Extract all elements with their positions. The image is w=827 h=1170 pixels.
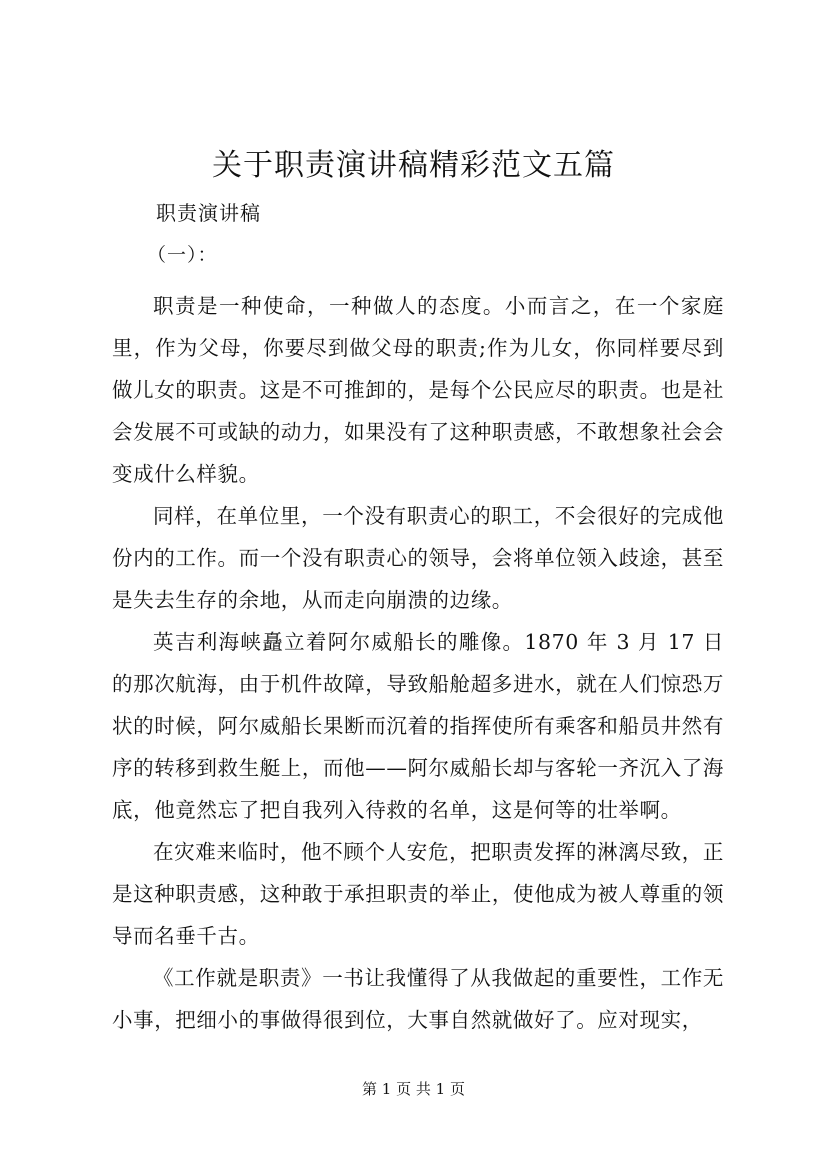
- paragraph: 在灾难来临时，他不顾个人安危，把职责发挥的淋漓尽致，正是这种职责感，这种敢于承担职责的举止，使他成为被人尊重的领导而名垂千古。: [112, 840, 724, 948]
- paragraph: 《工作就是职责》一书让我懂得了从我做起的重要性，工作无小事，把细小的事做得很到位，大事自然就做好了。应对现实，: [112, 966, 724, 1032]
- page-footer: 第 1 页 共 1 页: [362, 1080, 465, 1098]
- paragraph: 同样，在单位里，一个没有职责心的职工，不会很好的完成他份内的工作。而一个没有职责心的领导，会将单位领入歧途，甚至是失去生存的余地，从而走向崩溃的边缘。: [112, 504, 724, 612]
- document-body: [112, 285, 724, 1041]
- document-subtitle: 职责演讲稿: [156, 201, 261, 225]
- paragraph: 职责是一种使命，一种做人的态度。小而言之，在一个家庭里，作为父母，你要尽到做父母的职责;作为儿女，你同样要尽到做儿女的职责。这是不可推卸的，是每个公民应尽的职责。也是社会发展不可或缺的动力，如果没有了这种职责感，不敢想象社会会变成什么样貌。: [112, 294, 724, 486]
- document-title: 关于职责演讲稿精彩范文五篇: [212, 148, 615, 183]
- section-marker: （一）：: [147, 244, 218, 266]
- paragraph: 英吉利海峡矗立着阿尔威船长的雕像。1870 年 3 月 17 日的那次航海，由于机件故障，导致船舱超多进水，就在人们惊恐万状的时候，阿尔威船长果断而沉着的指挥使所有乘客和船员井然有序的转移到救生艇上，而他——阿尔威船长却与客轮一齐沉入了海底，他竟然忘了把自我列入待救的名单，这是何等的壮举啊。: [112, 630, 724, 822]
